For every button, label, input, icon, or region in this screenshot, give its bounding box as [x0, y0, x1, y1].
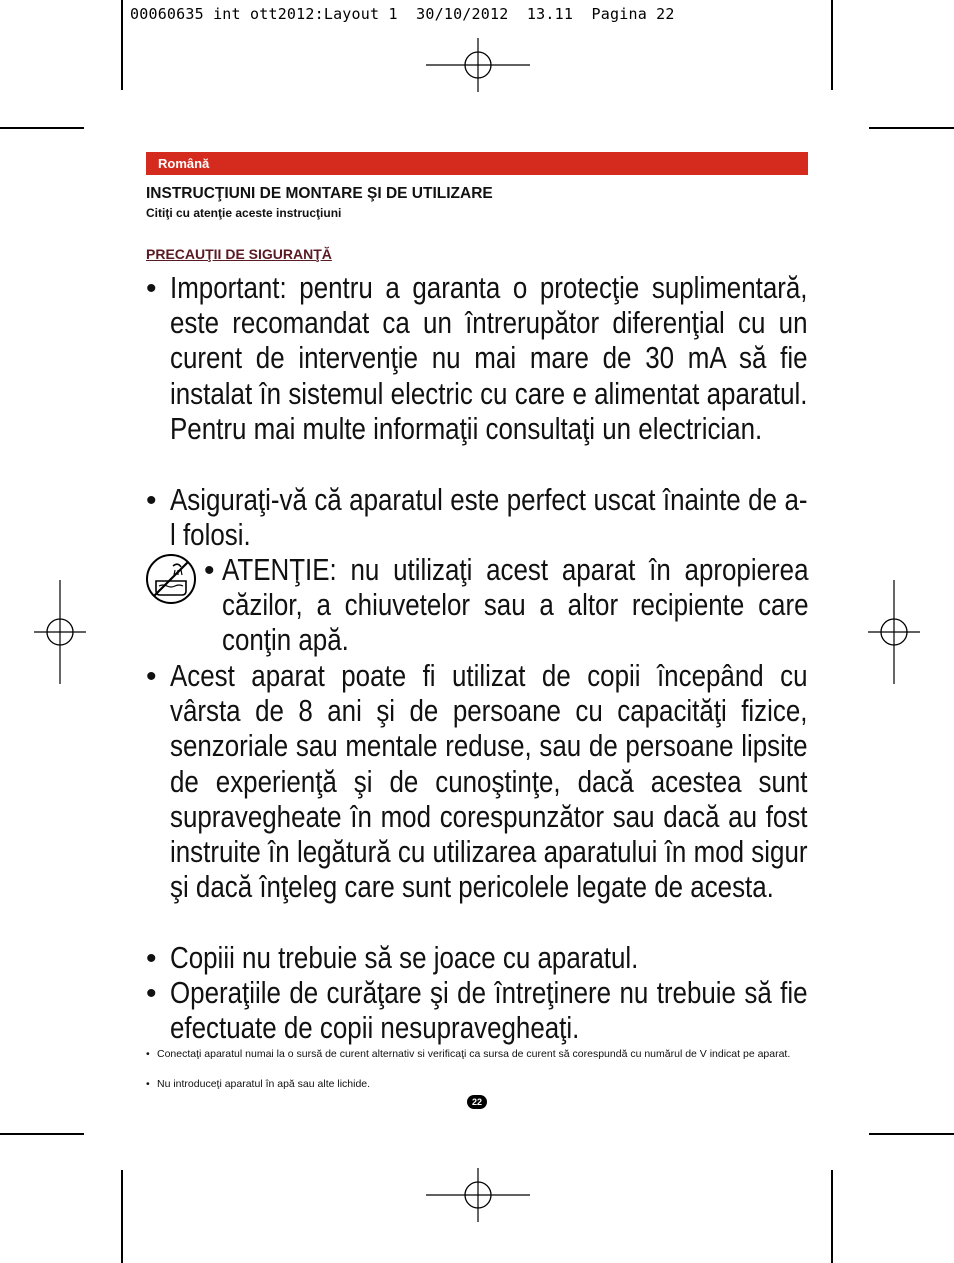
bullet-text: Important: pentru a garanta o protecţie suplimentară, este recomandat ca un întrerupător diferenţial cu un curent de intervenţie nu mai mare de 30 mA să fie instalat în sistemul electric cu care e alimentat aparatul. Pentru mai multe informaţii consultaţi un electrician. [170, 271, 808, 446]
bullet-dot: • [146, 272, 157, 305]
crop-mark [869, 127, 954, 129]
bullet-dot: • [146, 660, 157, 693]
document-subtitle: Citiţi cu atenţie aceste instrucţiuni [146, 206, 342, 220]
print-slug: 00060635 int ott2012:Layout 1 30/10/2012 13.11 Pagina 22 [130, 5, 675, 23]
crop-mark [121, 0, 123, 90]
crop-mark [831, 1170, 833, 1263]
bullet-text: Acest aparat poate fi utilizat de copii începând cu vârsta de 8 ani şi de persoane cu capacităţi fizice, senzoriale sau mentale reduse, sau de persoane lipsite de experienţă şi de cunoştinţe, dacă acestea sunt supravegheate în mod corespunzător sau dacă au fost instruite în legătură cu utilizarea aparatului în mod sigur şi dacă înţeleg care sunt pericolele legate de acesta. [170, 659, 808, 905]
warning-text: ATENŢIE: nu utilizaţi acest aparat în apropierea căzilor, a chiuvetelor sau a altor recipiente care conţin apă. [222, 553, 809, 658]
crop-mark [831, 0, 833, 90]
bullet-text: Copiii nu trebuie să se joace cu aparatul. [170, 941, 639, 975]
bullet-text: Asiguraţi-vă că aparatul este perfect uscat înainte de a-l folosi. [170, 483, 808, 553]
bullet-dot: • [146, 977, 157, 1010]
small-note-dot: • [146, 1048, 150, 1060]
small-note-text: Conectaţi aparatul numai la o sursă de curent alternativ si verificaţi ca sursa de curent să corespundă cu numărul de V indicat pe aparat. [157, 1048, 791, 1060]
document-title: INSTRUCŢIUNI DE MONTARE ŞI DE UTILIZARE [146, 185, 493, 202]
small-note-dot: • [146, 1078, 150, 1090]
bullet-text: Operaţiile de curăţare şi de întreţinere nu trebuie să fie efectuate de copii nesupravegheaţi. [170, 976, 808, 1046]
crop-mark [869, 1133, 954, 1135]
registration-mark-top [426, 38, 530, 92]
section-heading: PRECAUŢII DE SIGURANŢĂ [146, 246, 332, 262]
registration-mark-right [868, 580, 920, 684]
no-water-bath-icon [145, 553, 197, 605]
registration-mark-bottom [426, 1168, 530, 1222]
crop-mark [0, 127, 84, 129]
small-note-text: Nu introduceţi aparatul în apă sau alte lichide. [157, 1078, 371, 1090]
language-label: Română [158, 156, 210, 171]
bullet-dot: • [204, 554, 215, 587]
registration-mark-left [34, 580, 86, 684]
bullet-dot: • [146, 942, 157, 975]
crop-mark [121, 1170, 123, 1263]
page-number: 22 [467, 1095, 487, 1109]
bullet-dot: • [146, 484, 157, 517]
language-bar [146, 152, 808, 175]
crop-mark [0, 1133, 84, 1135]
